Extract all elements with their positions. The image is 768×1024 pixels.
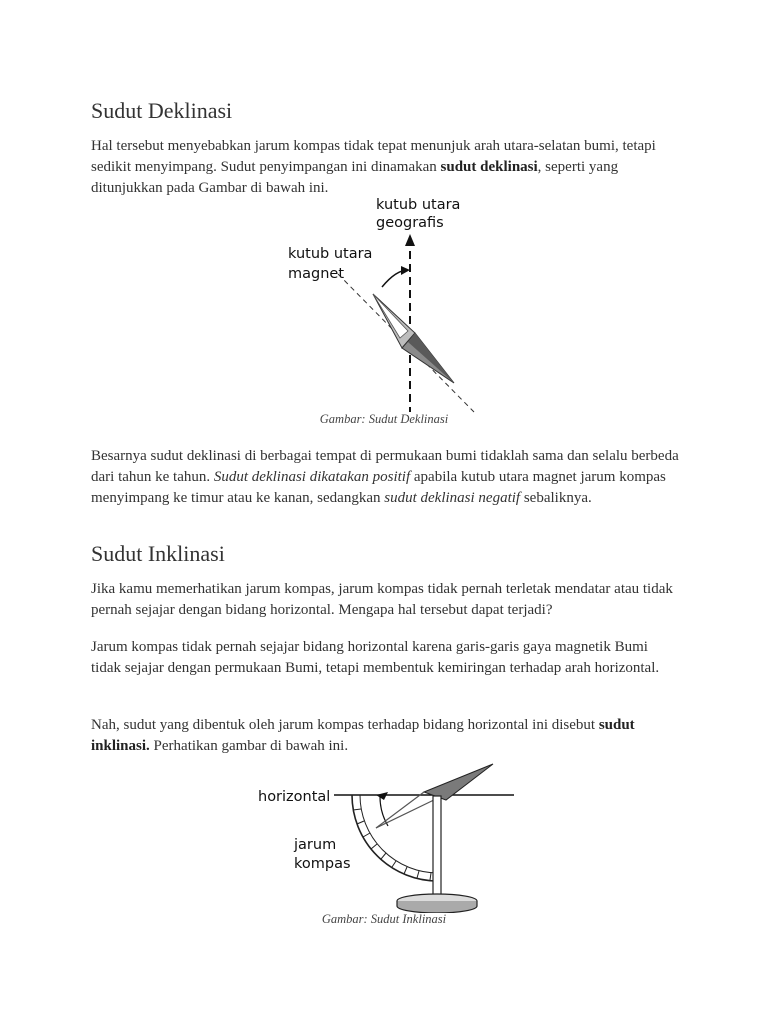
paragraph-inklinasi-reason: Jarum kompas tidak pernah sejajar bidang horizontal karena garis-garis gaya magnetik Bumi tidak sejajar dengan permukaan Bumi, tetapi membentuk kemiringan terhadap arah horizontal. — [91, 639, 660, 676]
italic-term-positif: Sudut deklinasi dikatakan positif — [213, 469, 411, 485]
paragraph-deklinasi-explanation — [91, 446, 681, 509]
text-segment: , seperti yang ditunjukkan pada Gambar di bawah ini. — [91, 159, 619, 196]
figure-sudut-deklinasi — [250, 190, 510, 415]
angle-arrowhead-icon — [401, 266, 410, 275]
label-horizontal: horizontal — [258, 789, 331, 805]
label-jarum-kompas-line2: kompas — [294, 856, 351, 872]
text-segment: Perhatikan gambar di bawah ini. — [149, 738, 349, 754]
caption-sudut-inklinasi: Gambar: Sudut Inklinasi — [321, 912, 447, 926]
heading-sudut-deklinasi: Sudut Deklinasi — [91, 98, 233, 123]
bold-term-sudut-inklinasi: sudut inklinasi. — [91, 717, 635, 754]
figure-sudut-inklinasi — [252, 758, 518, 913]
label-kutub-utara-geografis-line1: kutub utara — [376, 197, 461, 213]
text-segment: apabila kutub utara magnet jarum kompas menyimpang ke timur atau ke kanan, sedangkan — [91, 469, 666, 506]
geographic-north-arrowhead-icon — [405, 234, 415, 246]
label-kutub-utara-magnet-line1: kutub utara — [288, 246, 373, 262]
label-jarum-kompas-line1: jarum — [294, 837, 337, 853]
stand-pole — [433, 796, 441, 896]
paragraph-inklinasi-question: Jika kamu memerhatikan jarum kompas, jarum kompas tidak pernah terletak mendatar atau tidak pernah sejajar dengan bidang horizontal. Mengapa hal tersebut dapat terjadi? — [91, 581, 673, 618]
bold-term-sudut-deklinasi: sudut deklinasi — [440, 159, 538, 175]
text-segment: Nah, sudut yang dibentuk oleh jarum kompas terhadap bidang horizontal ini disebut — [91, 717, 599, 733]
label-kutub-utara-geografis-line2: geografis — [376, 215, 444, 231]
text-segment: sebaliknya. — [520, 490, 592, 506]
needle-tail — [376, 798, 438, 828]
caption-sudut-deklinasi: Gambar: Sudut Deklinasi — [319, 412, 449, 426]
italic-term-negatif: sudut deklinasi negatif — [384, 490, 521, 506]
compass-needle-icon — [373, 294, 454, 383]
declination-diagram — [250, 190, 510, 415]
inclination-diagram — [252, 758, 518, 913]
angle-arrowhead-icon — [376, 792, 388, 800]
label-kutub-utara-magnet-line2: magnet — [288, 266, 345, 282]
protractor-inner-arc — [360, 795, 438, 873]
heading-sudut-inklinasi: Sudut Inklinasi — [91, 541, 225, 566]
text-segment: Hal tersebut menyebabkan jarum kompas tidak tepat menunjuk arah utara-selatan bumi, tetapi sedikit menyimpang. Sudut penyimpangan ini dinamakan — [91, 138, 656, 175]
paragraph-inklinasi-intro — [91, 715, 681, 757]
text-segment: Besarnya sudut deklinasi di berbagai tempat di permukaan bumi tidaklah sama dan selalu berbeda dari tahun ke tahun. — [91, 448, 679, 485]
protractor-outer-arc — [352, 795, 438, 881]
